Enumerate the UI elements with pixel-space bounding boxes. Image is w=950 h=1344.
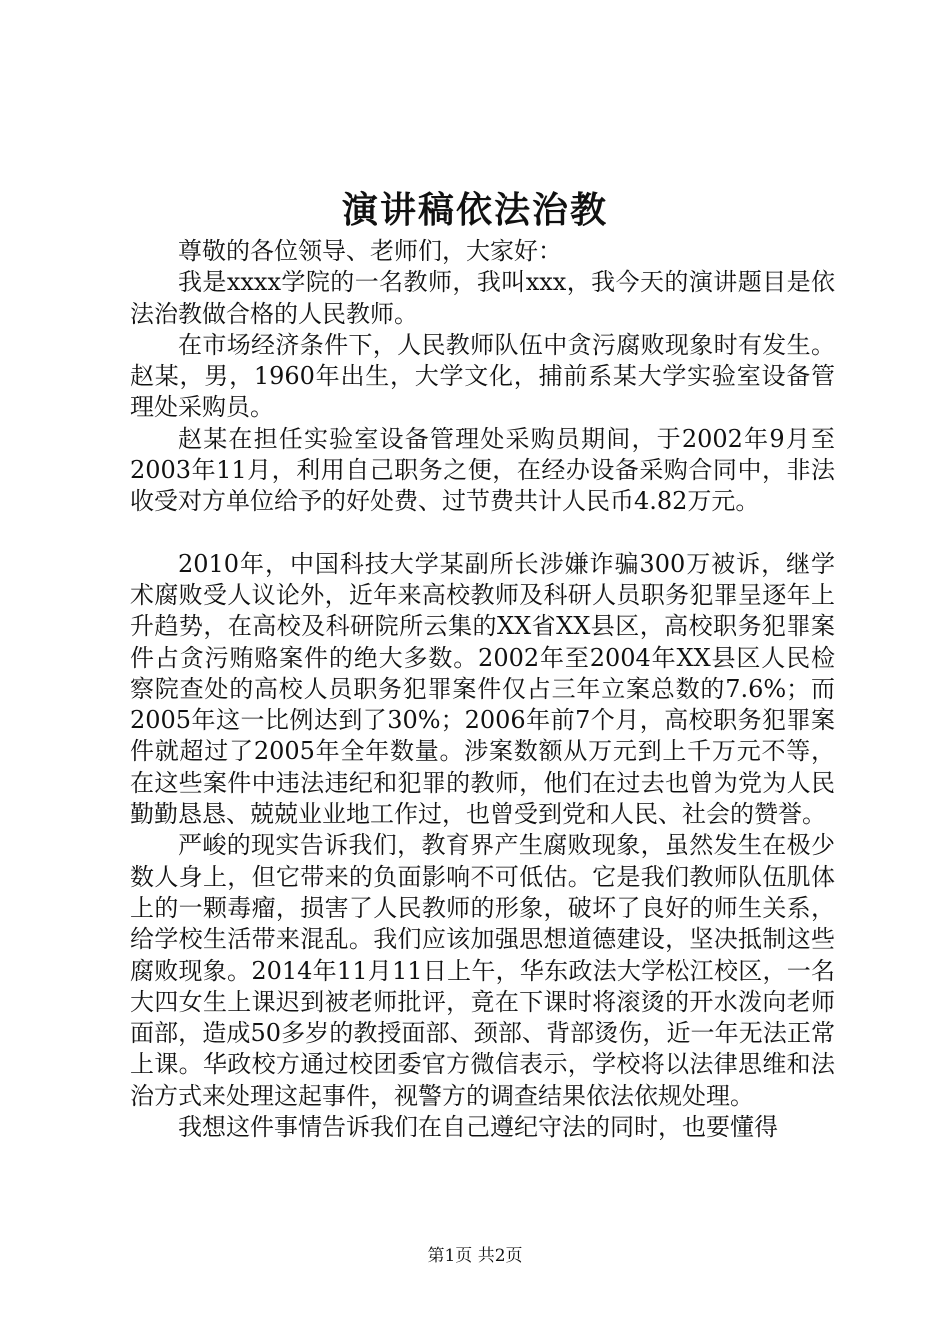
paragraph-conclusion: 我想这件事情告诉我们在自己遵纪守法的同时，也要懂得 [178,1113,778,1142]
paragraph-intro: 我是xxxx学院的一名教师，我叫xxx，我今天的演讲题目是依法治教做合格的人民教师。 [130,268,835,328]
document-title: 演讲稿依法治教 [341,189,608,231]
paragraph-case-zhao: 赵某在担任实验室设备管理处采购员期间，于2002年9月至2003年11月，利用自己职务之便，在经办设备采购合同中，非法收受对方单位给予的好处费、过节费共计人民币4.82万元。 [130,424,835,516]
paragraph-spacer [130,518,835,549]
paragraph-greeting: 尊敬的各位领导、老师们，大家好： [178,237,562,265]
document-body [130,236,835,1143]
paragraph-market-economy: 在市场经济条件下，人民教师队伍中贪污腐败现象时有发生。赵某，男，1960年出生，大学文化，捕前系某大学实验室设备管理处采购员。 [130,330,835,422]
paragraph-statistics: 2010年，中国科技大学某副所长涉嫌诈骗300万被诉，继学术腐败受人议论外，近年来高校教师及科研人员职务犯罪呈逐年上升趋势，在高校及科研院所云集的XX省XX县区，高校职务犯罪案件占贪污贿赂案件的绝大多数。2002年至2004年XX县区人民检察院查处的高校人员职务犯罪案件仅占三年立案总数的7.6%；而2005年这一比例达到了30%；2006年前7个月，高校职务犯罪案件就超过了2005年全年数量。涉案数额从万元到上千万元不等，在这些案件中违法违纪和犯罪的教师，他们在过去也曾为党为人民勤勤恳恳、兢兢业业地工作过，也曾受到党和人民、社会的赞誉。 [130,549,835,829]
page-footer: 第1页 共2页 [427,1246,523,1266]
paragraph-reality: 严峻的现实告诉我们，教育界产生腐败现象，虽然发生在极少数人身上，但它带来的负面影响不可低估。它是我们教师队伍肌体上的一颗毒瘤，损害了人民教师的形象，破坏了良好的师生关系，给学校生活带来混乱。我们应该加强思想道德建设，坚决抵制这些腐败现象。2014年11月11日上午，华东政法大学松江校区，一名大四女生上课迟到被老师批评，竟在下课时将滚烫的开水泼向老师面部，造成50多岁的教授面部、颈部、背部烫伤，近一年无法正常上课。华政校方通过校团委官方微信表示，学校将以法律思维和法治方式来处理这起事件，视警方的调查结果依法依规处理。 [130,831,835,1110]
